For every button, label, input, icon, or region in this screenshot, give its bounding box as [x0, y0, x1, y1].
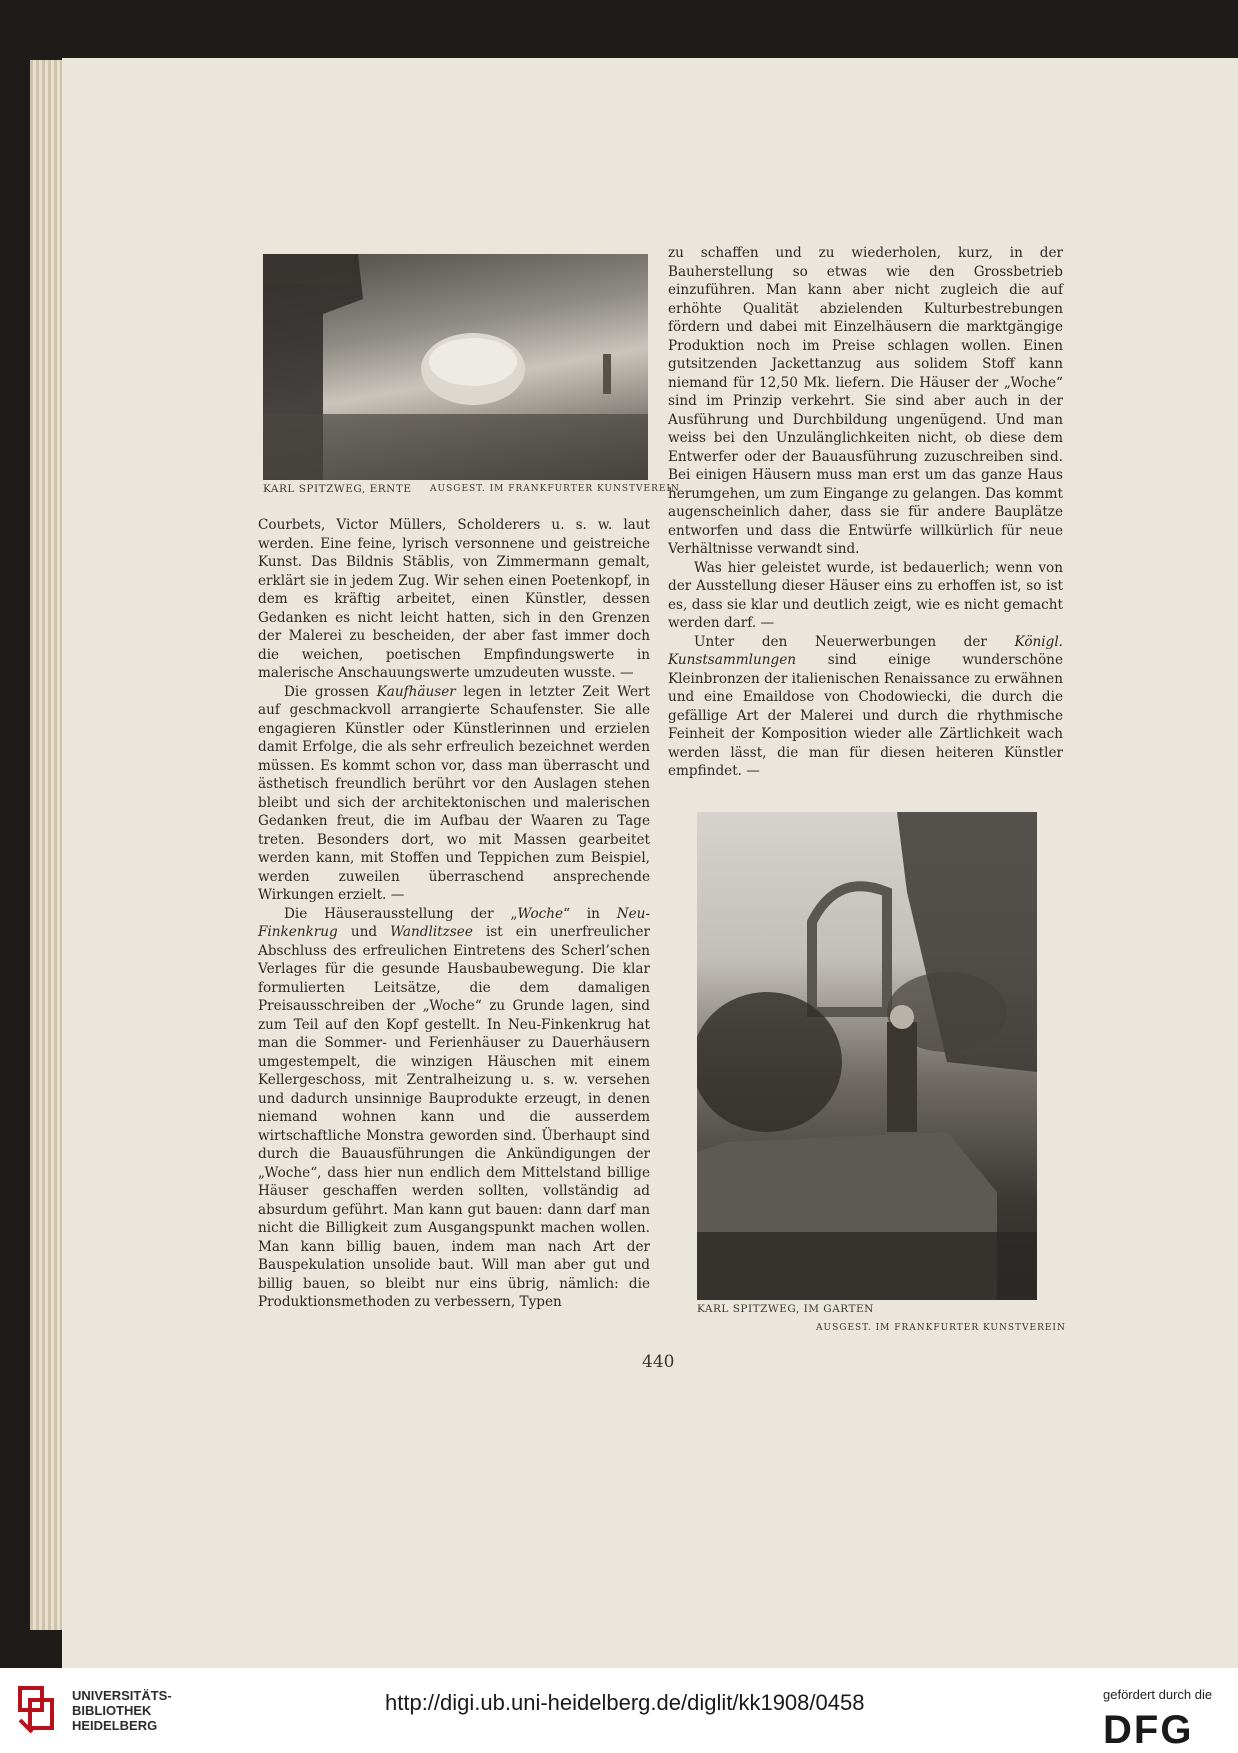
- source-url-link[interactable]: http://digi.ub.uni-heidelberg.de/diglit/kk1908/0458: [385, 1690, 865, 1715]
- painting-im-garten: [697, 812, 1037, 1300]
- painting-im-garten-illustration: [697, 812, 1037, 1300]
- paragraph: Courbets, Victor Müllers, Scholderers u. s. w. laut werden. Eine feine, lyrisch versonnene und geistreiche Kunst. Das Bildnis Stäblis, von Zimmermann gemalt, erklärt sie in jedem Zug. Wir sehen einen Poetenkopf, in dem es kräftig arbeitet, einen Künstler, dessen Gedanken es nicht leicht hatten, sich in den Grenzen der Malerei zu bescheiden, der aber fast immer doch die weichen, poetischen Empfindungswerte in malerische Anschauungswerte umzudeuten wusste. —: [258, 517, 650, 681]
- caption-garten-title: KARL SPITZWEG, IM GARTEN: [697, 1303, 874, 1315]
- paragraph: Die Häuserausstellung der „Woche“ in Neu-Finkenkrug und Wandlitzsee ist ein unerfreulicher Abschluss des erfreulichen Eintretens des Scherl’schen Verlages für die gesunde Hausbaubewegung. Die klar formulierten Leitsätze, die dem damaligen Preisausschreiben der „Woche“ zu Grunde lagen, sind zum Teil auf den Kopf gestellt. In Neu-Finkenkrug hat man die Sommer- und Ferienhäuser zu Dauerhäusern umgestempelt, die winzigen Häuschen mit einem Kellergeschoss, mit Zentralheizung u. s. w. versehen und dadurch unsinnige Bauprodukte erzeugt, in denen niemand wohnen kann und die ausserdem wirtschaftliche Monstra geworden sind. Überhaupt sind durch die Bauausführungen die Ankündigungen der „Woche“, dass hier nun endlich dem Mittelstand billige Häuser geschaffen werden sollten, vollständig ad absurdum geführt. Man kann gut bauen: dann darf man nicht die Billigkeit zum Ausgangspunkt machen wollen. Man kann billig bauen, indem man nach Art der Bauspekulation unsolide baut. Will man aber gut und billig bauen, so bleibt nur eins übrig, nämlich: die Produktionsmethoden zu verbessern, Typen: [258, 905, 651, 1310]
- paragraph: Die grossen Kaufhäuser legen in letzter Zeit Wert auf geschmackvoll arrangierte Schaufenster. Sie alle engagieren Künstler oder Künstlerinnen und erzielen damit Erfolge, die als sehr erfreulich bezeichnet werden müssen. Es kommt schon vor, dass man überrascht und ästhetisch freundlich berührt vor den Auslagen stehen bleibt und sich der architektonischen und malerischen Gedanken freut, die im Aufbau der Waaren zu Tage treten. Besonders dort, wo mit Massen gearbeitet werden kann, mit Stoffen und Teppichen zum Beispiel, werden zuweilen überraschend ansprechende Wirkungen erzielt. —: [258, 683, 650, 903]
- page-number: 440: [642, 1352, 675, 1372]
- caption-ernte-title: KARL SPITZWEG, ERNTE: [263, 483, 412, 495]
- painting-ernte-illustration: [263, 254, 648, 480]
- dfg-logo: DFG: [1103, 1708, 1194, 1752]
- university-library-logo-icon: [12, 1680, 62, 1740]
- painting-ernte: [263, 254, 648, 480]
- text-column-left: [258, 516, 650, 1312]
- paragraph: zu schaffen und zu wiederholen, kurz, in der Bauherstellung so etwas wie den Grossbetrieb einzuführen. Man kann aber nicht zugleich die auf erhöhte Qualität abzielenden Kulturbestrebungen fördern und dabei mit Einzelhäusern die marktgängige Produktion noch im Preise schlagen wollen. Einen gutsitzenden Jackettanzug aus solidem Stoff kann niemand für 12,50 Mk. liefern. Die Häuser der „Woche“ sind im Prinzip verkehrt. Sie sind aber auch in der Ausführung und Durchbildung ungenügend. Und man weiss bei den Unzulänglichkeiten nicht, ob diese dem Entwerfer oder der Bauausführung zuzuschreiben sind. Bei einigen Häusern muss man erst um das ganze Haus herumgehen, um zum Eingange zu gelangen. Das kommt augenscheinlich daher, dass sie für andere Bauplätze entworfen und dass die Entwürfe willkürlich für neue Verhältnisse verwandt sind.: [668, 245, 1063, 557]
- funding-label: gefördert durch die: [1103, 1687, 1213, 1702]
- paragraph: Unter den Neuerwerbungen der Königl. Kunstsammlungen sind einige wunderschöne Kleinbronzen der italienischen Renaissance zu erwähnen und eine Emaildose von Chodowiecki, die durch die gefällige Art der Malerei und durch die rhythmische Feinheit der Komposition wieder alle Zärtlichkeit wach werden lässt, die man für diesen heiteren Künstler empfindet. —: [668, 633, 1063, 779]
- text-column-right: [668, 244, 1063, 781]
- paragraph: Was hier geleistet wurde, ist bedauerlich; wenn von der Ausstellung dieser Häuser eins zu erhoffen ist, so ist es, dass sie klar und deutlich zeigt, wie es nicht gemacht werden darf. —: [668, 559, 1063, 631]
- caption-garten-source: AUSGEST. IM FRANKFURTER KUNSTVEREIN: [816, 1323, 1066, 1333]
- caption-ernte-source: AUSGEST. IM FRANKFURTER KUNSTVEREIN: [430, 484, 680, 494]
- library-name: UNIVERSITÄTS- BIBLIOTHEK HEIDELBERG: [72, 1688, 172, 1733]
